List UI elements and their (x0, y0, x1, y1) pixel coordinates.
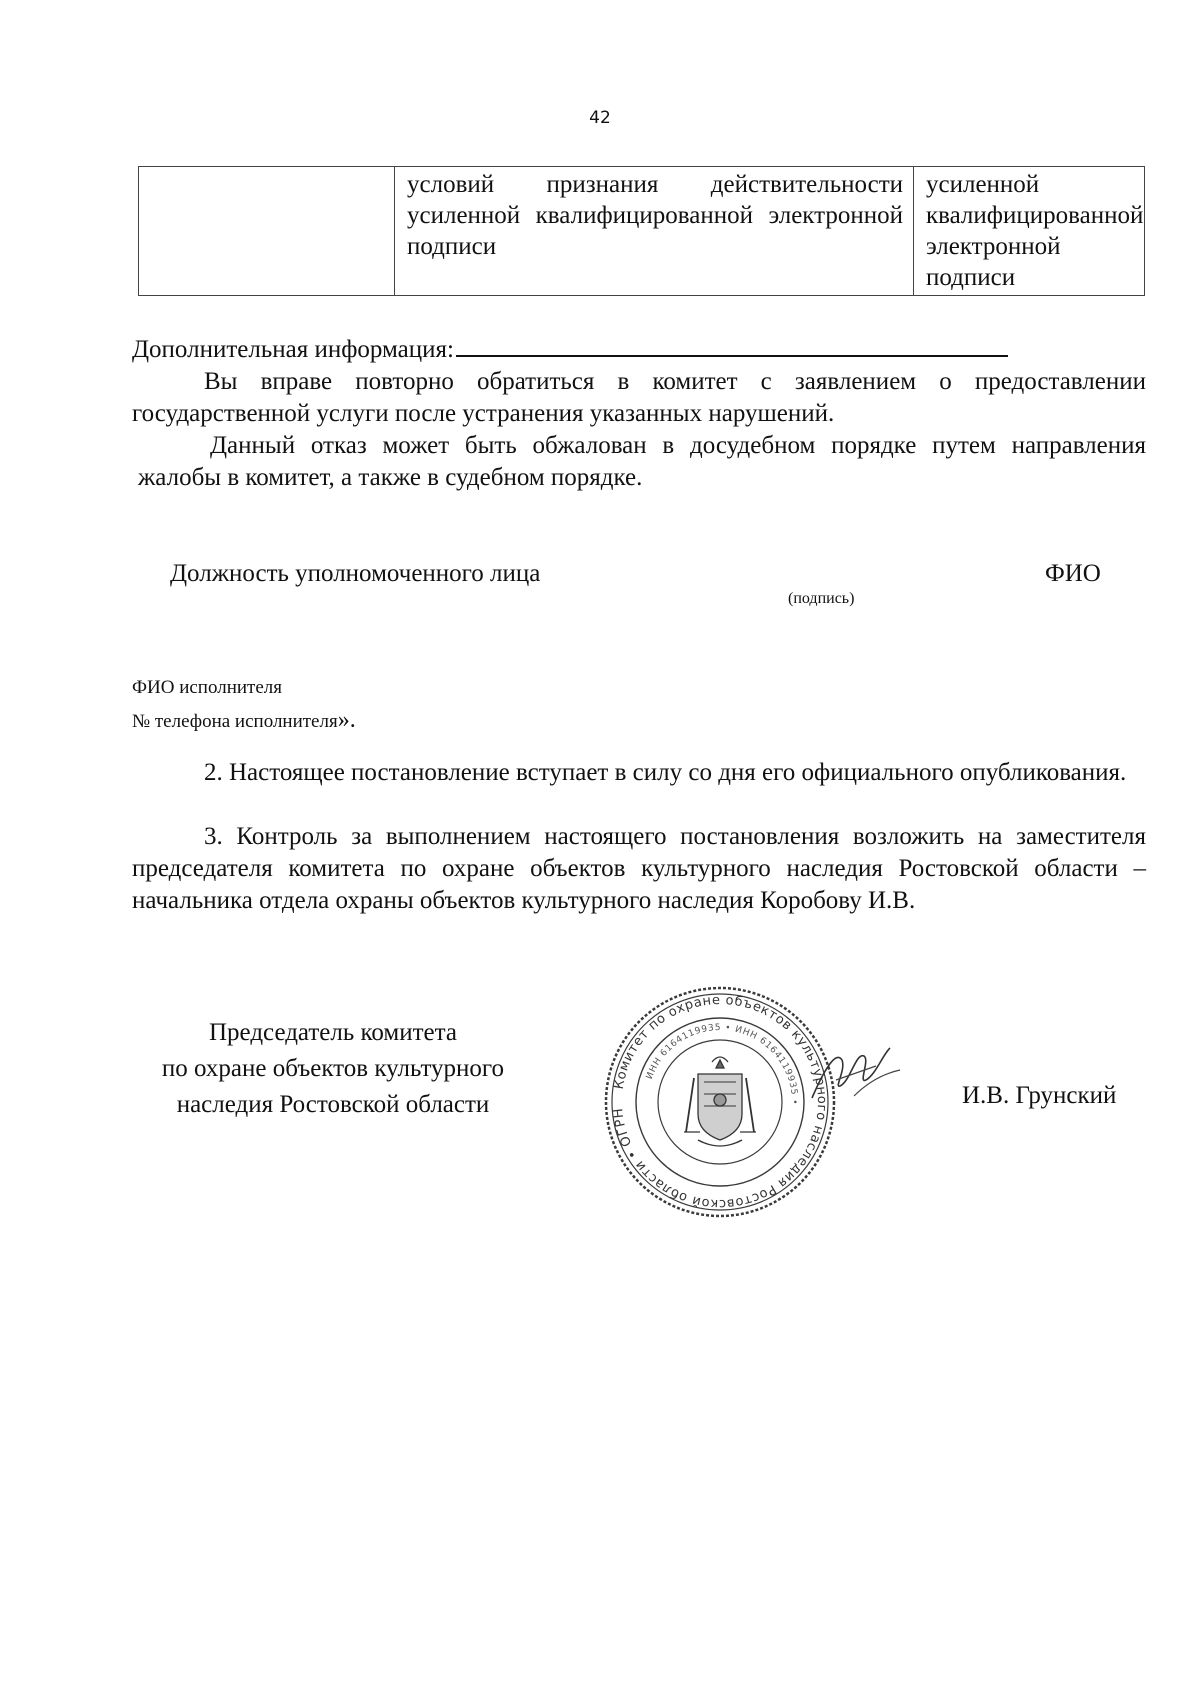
paragraph-reapply: Вы вправе повторно обратиться в комитет с заявлением о предоставлении государственной услуги после устранения указанных нарушений. (132, 368, 1146, 427)
signatory-title (118, 1015, 548, 1123)
page-number: 42 (589, 108, 611, 128)
table-cell-signature: усиленной квалифицированной электронной подписи (914, 167, 1145, 296)
signatory-line-2: по охране объектов культурного (161, 1055, 505, 1082)
seal-inner-text: ИНН 6164119935 • ИНН 6164119935 • (644, 1022, 800, 1106)
handwritten-signature (806, 1040, 906, 1110)
table-row (139, 167, 1145, 296)
table-cell-empty (139, 167, 395, 296)
seal-outer-text: Комитет по охране объектов культурного наследия Ростовской области • ОГРН (611, 992, 830, 1212)
clause-2: 2. Настоящее постановление вступает в силу со дня его официального опубликования. (204, 759, 1127, 786)
additional-info (132, 334, 1146, 366)
closing-quote: ». (337, 707, 356, 733)
executor-phone-label: № телефона исполнителя (132, 711, 338, 732)
signatory-line-3: наследия Ростовской области (176, 1091, 490, 1118)
coat-of-arms-icon (684, 1057, 756, 1146)
paragraph-appeal: Данный отказ может быть обжалован в досудебном порядке путем направления жалобы в комитет, а также в судебном порядке. (138, 432, 1146, 491)
signature-hint: (подпись) (788, 590, 855, 607)
table-cell-condition: условий признания действительности усиленной квалифицированной электронной подписи (395, 167, 914, 296)
fio-label: ФИО (1045, 560, 1101, 587)
position-title: Должность уполномоченного лица (170, 560, 541, 587)
signatory-name: И.В. Грунский (962, 1082, 1117, 1109)
clause-3: 3. Контроль за выполнением настоящего постановления возложить на заместителя председателя комитета по охране объектов культурного наследия Ростовской области – начальника отдела охраны объектов культурного наследия Коробову И.В. (132, 823, 1146, 914)
seal-graphic (600, 982, 840, 1222)
executor-phone (132, 704, 356, 738)
additional-info-blank-line (456, 337, 1008, 357)
continuation-table (138, 166, 1145, 296)
executor-name-label: ФИО исполнителя (132, 677, 282, 698)
official-seal (600, 982, 840, 1227)
additional-info-label: Дополнительная информация: (132, 336, 454, 363)
signatory-line-1: Председатель комитета (209, 1019, 457, 1046)
